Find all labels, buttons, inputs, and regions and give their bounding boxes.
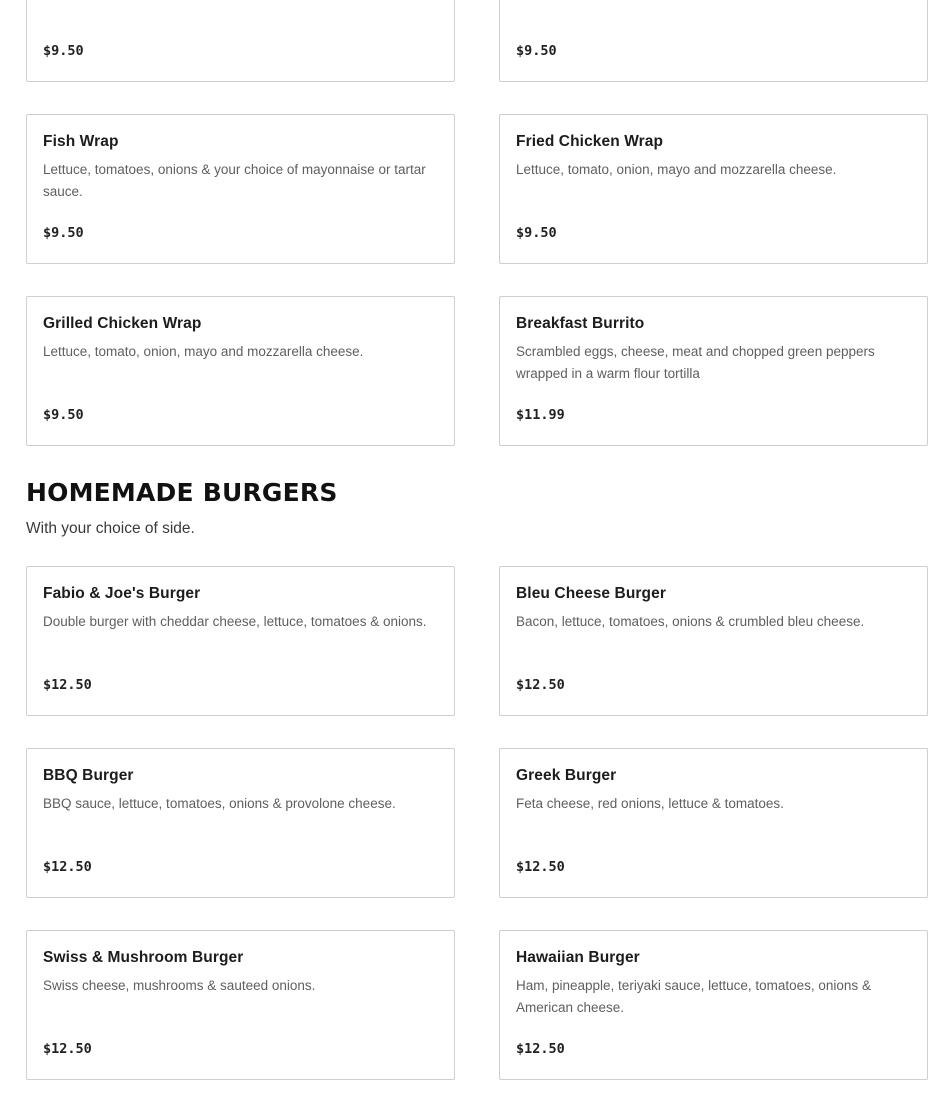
menu-item-description: Double burger with cheddar cheese, lettuce, tomatoes & onions.: [43, 614, 427, 629]
menu-item-card[interactable]: [499, 0, 928, 82]
menu-item-price: $12.50: [516, 677, 565, 693]
menu-item-card[interactable]: [26, 114, 455, 264]
menu-item-name: Greek Burger: [516, 767, 617, 784]
menu-item-card[interactable]: [499, 930, 928, 1080]
menu-item-name: BBQ Burger: [43, 767, 134, 784]
menu-item-name: Fabio & Joe's Burger: [43, 585, 201, 602]
menu-item-card[interactable]: [499, 748, 928, 898]
menu-item-description: Lettuce, tomato, onion, mayo and mozzarella cheese.: [516, 162, 837, 177]
menu-item-price: $9.50: [43, 225, 84, 241]
menu-item-card[interactable]: [26, 748, 455, 898]
menu-item-price: $9.50: [43, 43, 84, 59]
menu-item-card[interactable]: [26, 296, 455, 446]
menu-item-name: Bleu Cheese Burger: [516, 585, 666, 602]
menu-item-price: $12.50: [43, 1041, 92, 1057]
menu-item-description: Ham, pineapple, teriyaki sauce, lettuce, tomatoes, onions & American cheese.: [516, 978, 871, 1015]
menu-item-price: $11.99: [516, 407, 565, 423]
menu-item-price: $12.50: [516, 1041, 565, 1057]
menu-item-description: Lettuce, tomato, onion, mayo and mozzarella cheese.: [43, 344, 364, 359]
menu-item-name: Fried Chicken Wrap: [516, 133, 664, 150]
menu-item-name: Breakfast Burrito: [516, 315, 645, 332]
menu-item-description: Bacon, lettuce, tomatoes, onions & crumbled bleu cheese.: [516, 614, 865, 629]
menu-item-description: BBQ sauce, lettuce, tomatoes, onions & provolone cheese.: [43, 796, 396, 811]
menu-item-price: $12.50: [516, 859, 565, 875]
menu-item-card[interactable]: [499, 114, 928, 264]
menu-item-card[interactable]: [499, 296, 928, 446]
section-subtitle: With your choice of side.: [26, 520, 195, 537]
menu-item-price: $9.50: [516, 225, 557, 241]
menu-item-description: Swiss cheese, mushrooms & sauteed onions.: [43, 978, 316, 993]
menu-item-name: Fish Wrap: [43, 133, 119, 150]
menu-item-card[interactable]: [26, 0, 455, 82]
menu-item-name: Swiss & Mushroom Burger: [43, 949, 244, 966]
menu-item-price: $12.50: [43, 677, 92, 693]
menu-item-price: $9.50: [43, 407, 84, 423]
menu-item-description: Feta cheese, red onions, lettuce & tomatoes.: [516, 796, 784, 811]
menu-item-name: Grilled Chicken Wrap: [43, 315, 202, 332]
menu-item-card[interactable]: [26, 566, 455, 716]
menu-item-name: Hawaiian Burger: [516, 949, 640, 966]
menu-item-card[interactable]: [499, 566, 928, 716]
menu-item-card[interactable]: [26, 930, 455, 1080]
menu-item-price: $12.50: [43, 859, 92, 875]
section-title: HOMEMADE BURGERS: [26, 478, 338, 507]
menu-item-description: Scrambled eggs, cheese, meat and chopped green peppers wrapped in a warm flour tortilla: [516, 344, 875, 381]
menu-item-price: $9.50: [516, 43, 557, 59]
menu-item-description: Lettuce, tomatoes, onions & your choice of mayonnaise or tartar sauce.: [43, 162, 426, 199]
